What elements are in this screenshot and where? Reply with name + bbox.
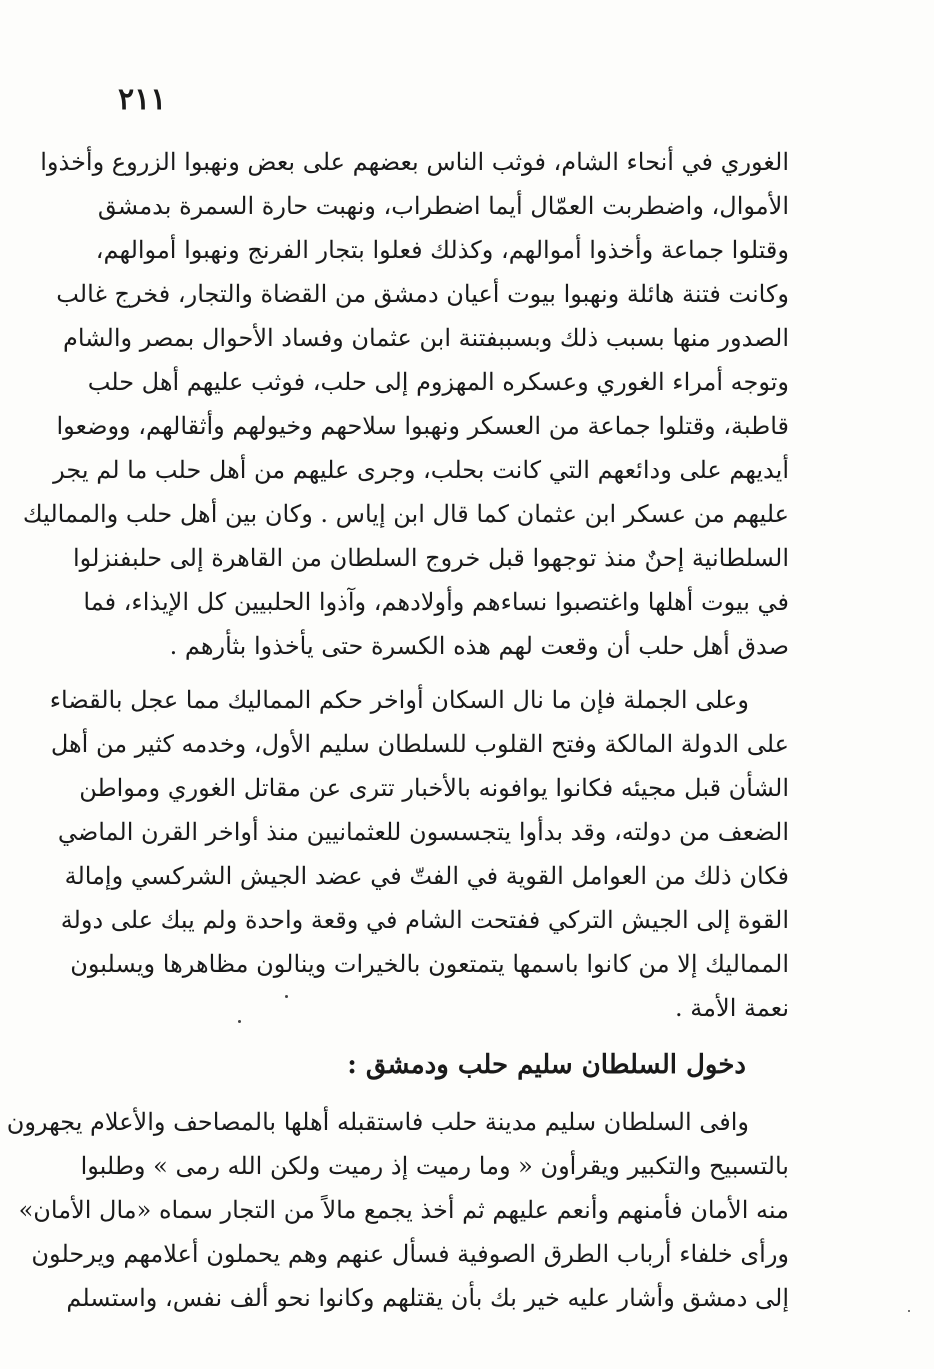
scan-speck [285, 995, 288, 998]
text-line: في بيوت أهلها واغتصبوا نساءهم وأولادهم، وآذوا الحلبيين كل الإيذاء، فما [83, 588, 789, 616]
text-line: الصدور منها بسبب ذلك وبسببفتنة ابن عثمان وفساد الأحوال بمصر والشام [62, 324, 789, 352]
text-line: ورأى خلفاء أرباب الطرق الصوفية فسأل عنهم وهم يحملون أعلامهم ويرحلون [31, 1240, 789, 1268]
text-line: الضعف من دولته، وقد بدأوا يتجسسون للعثمانيين منذ أواخر القرن الماضي [57, 818, 789, 846]
text-line: على الدولة المالكة وفتح القلوب للسلطان سليم الأول، وخدمه كثير من أهل [50, 730, 789, 758]
text-line: السلطانية إحنٌ منذ توجهوا قبل خروج السلطان من القاهرة إلى حلبفنزلوا [73, 544, 789, 572]
text-line-indented: وافى السلطان سليم مدينة حلب فاستقبله أهلها بالمصاحف والأعلام يجهرون [6, 1108, 749, 1136]
text-line: بالتسبيح والتكبير ويقرأون « وما رميت إذ رميت ولكن الله رمى » وطلبوا [80, 1152, 789, 1180]
text-line: الأموال، واضطربت العمّال أيما اضطراب، ونهبت حارة السمرة بدمشق [97, 192, 789, 220]
text-line: فكان ذلك من العوامل القوية في الفتّ في عضد الجيش الشركسي وإمالة [64, 862, 789, 890]
section-heading: دخول السلطان سليم حلب ودمشق : [347, 1050, 746, 1080]
text-line: قاطبة، وقتلوا جماعة من العسكر ونهبوا سلاحهم وخيولهم وأثقالهم، ووضعوا [56, 412, 789, 440]
text-line: وقتلوا جماعة وأخذوا أموالهم، وكذلك فعلوا بتجار الفرنج ونهبوا أموالهم، [95, 236, 789, 264]
text-line-last: صدق أهل حلب أن وقعت لهم هذه الكسرة حتى يأخذوا بثأرهم . [169, 632, 789, 660]
text-line: الغوري في أنحاء الشام، فوثب الناس بعضهم على بعض ونهبوا الزروع وأخذوا [40, 148, 789, 176]
text-line: الشأن قبل مجيئه فكانوا يوافونه بالأخبار تترى عن مقاتل الغوري ومواطن [79, 774, 789, 802]
page-number: ٢١١ [118, 82, 167, 117]
text-line: وكانت فتنة هائلة ونهبوا بيوت أعيان دمشق من القضاة والتجار، فخرج غالب [56, 280, 789, 308]
text-line: المماليك إلا من كانوا باسمها يتمتعون بالخيرات وينالون مظاهرها ويسلبون [70, 950, 789, 978]
text-line: القوة إلى الجيش التركي ففتحت الشام في وقعة واحدة ولم يبك على دولة [60, 906, 789, 934]
text-line: عليهم من عسكر ابن عثمان كما قال ابن إياس . وكان بين أهل حلب والمماليك [22, 500, 789, 528]
text-line: إلى دمشق وأشار عليه خير بك بأن يقتلهم وكانوا نحو ألف نفس، واستسلم [66, 1284, 789, 1312]
text-line: وتوجه أمراء الغوري وعسكره المهزوم إلى حلب، فوثب عليهم أهل حلب [87, 368, 789, 396]
text-line: أيديهم على ودائعهم التي كانت بحلب، وجرى عليهم من أهل حلب ما لم يجر [53, 456, 789, 484]
text-line-indented: وعلى الجملة فإن ما نال السكان أواخر حكم المماليك مما عجل بالقضاء [49, 686, 749, 714]
scan-speck [908, 1310, 910, 1312]
scan-speck [238, 1020, 241, 1023]
text-line: منه الأمان فأمنهم وأنعم عليهم ثم أخذ يجمع مالاً من التجار سماه «مال الأمان» [18, 1196, 789, 1224]
text-line-last: نعمة الأمة . [675, 994, 789, 1022]
